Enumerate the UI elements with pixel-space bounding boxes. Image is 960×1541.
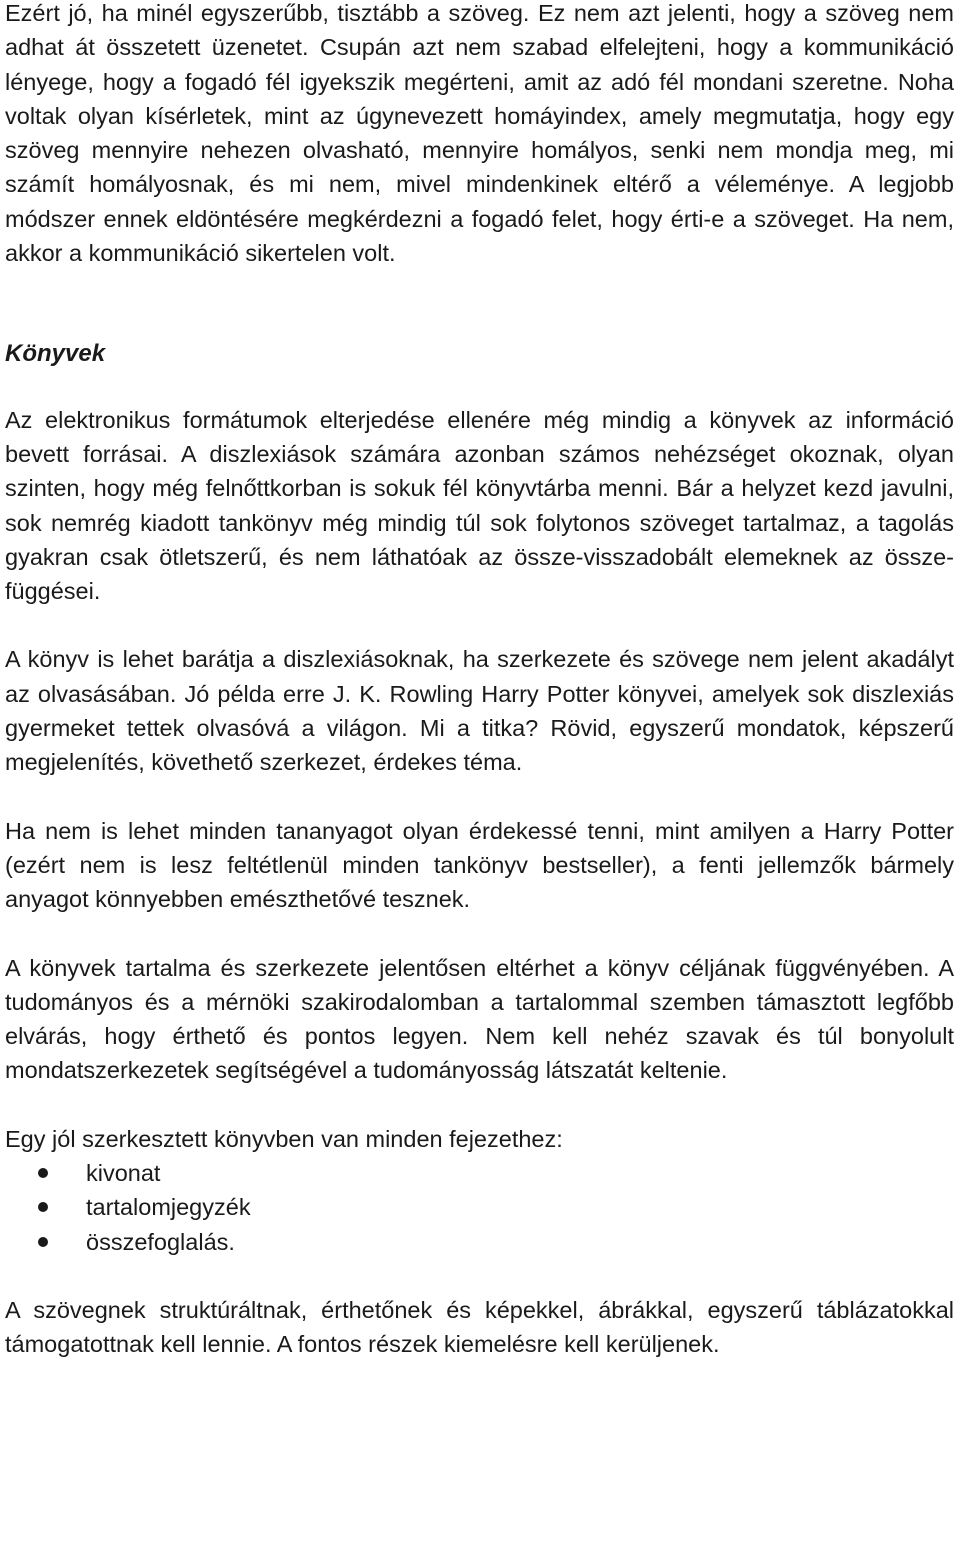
list-item-label: tartalomjegyzék <box>86 1194 251 1221</box>
paragraph-content-structure: A könyvek tartalma és szerkezete jelentősen eltérhet a könyv céljának függvényében. A tudományos és a mérnöki szakirodalomban a tartalommal szemben támasztott legfőbb elvárás, hogy érthető és pontos legyen. Nem kell nehéz szavak és túl bonyolult mondatszerkezetek segítségével a tudományosság látszatát keltenie. <box>5 954 954 1084</box>
list-item <box>5 1156 954 1190</box>
paragraph-harry-potter: A könyv is lehet barátja a diszlexiásoknak, ha szerkezete és szövege nem jelent akadályt az olvasásában. Jó példa erre J. K. Rowling Harry Potter könyvei, amelyek sok diszlexiás gyermeket tettek olvasóvá a világon. Mi a titka? Rövid, egyszerű mondatok, képszerű megjelenítés, követhető szerkezet, érdekes téma. <box>5 646 954 776</box>
bullet-icon <box>38 1237 48 1247</box>
paragraph-chapter-intro: Egy jól szerkesztett könyvben van minden fejezethez: <box>5 1125 563 1152</box>
list-item-label: összefoglalás. <box>86 1228 235 1255</box>
list-item <box>5 1225 954 1259</box>
paragraph-structure-requirements: A szövegnek struktúráltnak, érthetőnek és képekkel, ábrákkal, egyszerű táblázatokkal támogatottnak kell lennie. A fontos részek kiemelésre kell kerüljenek. <box>5 1296 954 1358</box>
bullet-icon <box>38 1168 48 1178</box>
paragraph-curriculum: Ha nem is lehet minden tananyagot olyan érdekessé tenni, mint amilyen a Harry Potter (ezért nem is lesz feltétlenül minden tankönyv bestseller), a fenti jellemzők bármely anyagot könnyebben emészthetővé tesznek. <box>5 817 954 913</box>
list-item <box>5 1190 954 1224</box>
paragraph-intro: Ezért jó, ha minél egyszerűbb, tisztább a szöveg. Ez nem azt jelenti, hogy a szöveg nem adhat át összetett üzenetet. Csupán azt nem szabad elfelejteni, hogy a kommunikáció lényege, hogy a fogadó fél igyekszik megérteni, amit az adó fél mondani szeretne. Noha voltak olyan kísérletek, mint az úgynevezett homáyindex, amely megmutatja, hogy egy szöveg mennyire nehezen olvasható, mennyire homályos, senki nem mondja meg, mi számít homályosnak, és mi nem, mivel mindenkinek eltérő a véleménye. A legjobb módszer ennek eldöntésére megkérdezni a fogadó felet, hogy érti-e a szöveget. Ha nem, akkor a kommunikáció sikertelen volt. <box>5 0 954 267</box>
paragraph-electronic-formats: Az elektronikus formátumok elterjedése ellenére még mindig a könyvek az információ bevett forrásai. A diszlexiások számára azonban számos nehézséget okoznak, olyan szinten, hogy még felnőttkorban is sokuk fél könyvtárba menni. Bár a helyzet kezd javulni, sok nemrég kiadott tankönyv még mindig túl sok folytonos szöveget tartalmaz, a tagolás gyakran csak ötletszerű, és nem láthatóak az össze-visszadobált elemeknek az összefüggései. <box>5 406 954 605</box>
section-heading-konyvek: Könyvek <box>5 340 106 368</box>
chapter-elements-list <box>5 1156 954 1259</box>
bullet-icon <box>38 1202 48 1212</box>
list-item-label: kivonat <box>86 1160 161 1187</box>
